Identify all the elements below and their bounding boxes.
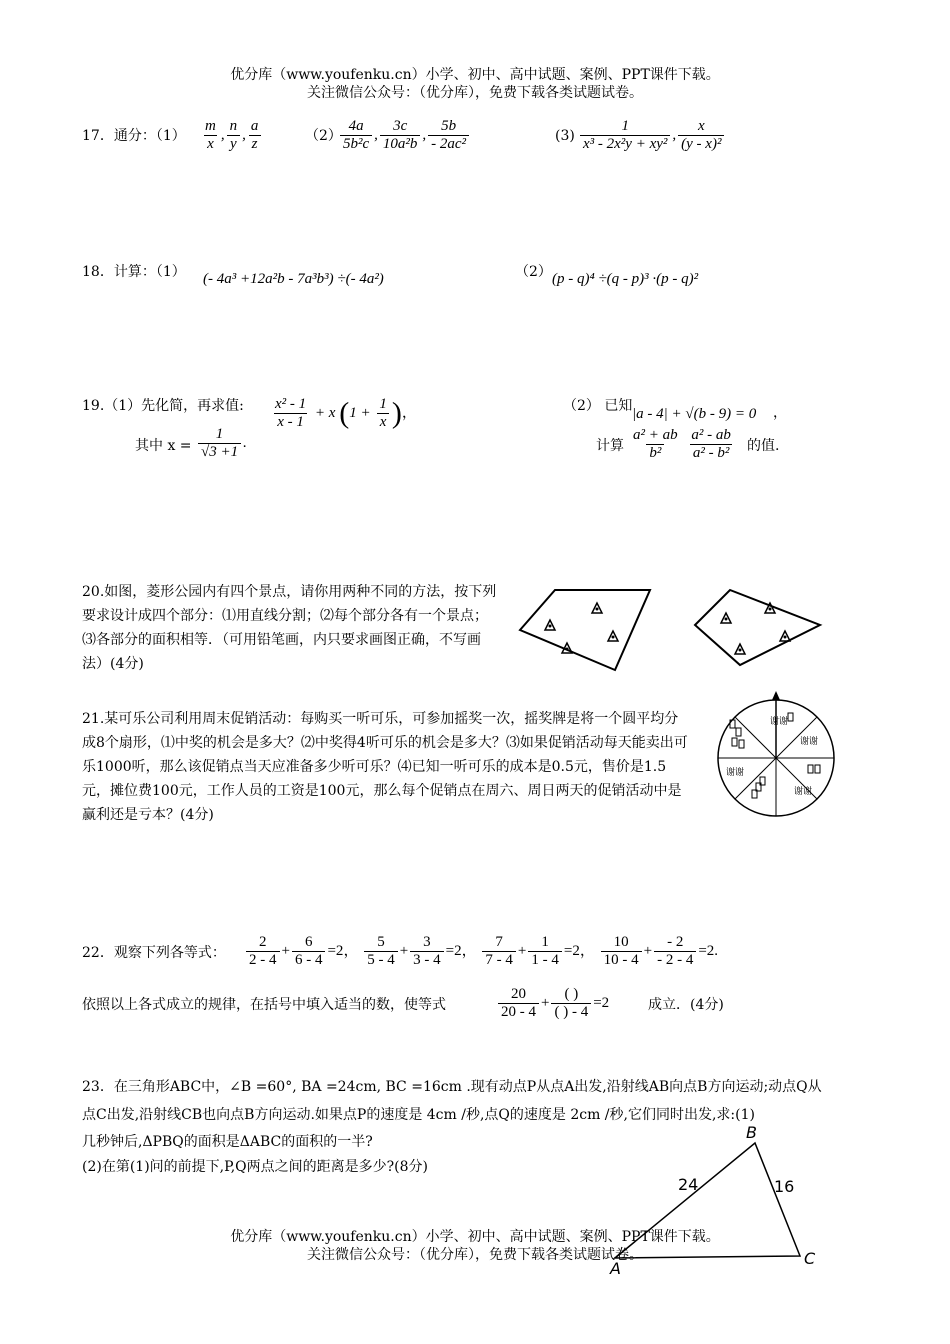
denominator: x³ - 2x²y + xy² <box>580 135 670 153</box>
denominator: - 2 - 4 <box>654 951 696 969</box>
rhombus-outline <box>695 590 820 665</box>
denominator: x <box>204 135 217 153</box>
q20-text: 20.如图，菱形公园内有四个景点，请你用两种不同的方法，按下列要求设计成四个部分：⑴用直线分割；⑵每个部分各有一个景点；⑶各部分的面积相等．（可用铅笔画，内只要求画图正确，不写画法）(4分) <box>82 584 497 672</box>
scenic-spot-icon <box>735 644 745 654</box>
fraction <box>580 118 670 153</box>
header-line-2: 关注微信公众号：（优分库），免费下载各类试题试卷。 <box>307 85 643 101</box>
denominator: a² - b² <box>690 444 733 462</box>
numerator: - 2 <box>667 934 684 950</box>
equals-2: =2 <box>327 942 344 959</box>
fraction <box>248 118 262 153</box>
numerator: 1 <box>379 396 387 412</box>
cola-can-icon <box>788 713 793 721</box>
plus-x: + x <box>314 404 336 421</box>
fraction <box>202 118 219 153</box>
denominator: z <box>249 135 261 153</box>
fraction <box>410 934 444 969</box>
scenic-spot-icon <box>545 620 555 630</box>
denominator: 6 - 4 <box>292 951 326 969</box>
numerator: 5 <box>377 934 385 950</box>
denominator: √3 +1 <box>198 443 241 461</box>
q18-expression-1: (- 4a³ +12a²b - 7a³b³) ÷(- 4a²) <box>203 271 384 287</box>
period: . <box>243 434 247 451</box>
q19-x-value <box>196 426 247 461</box>
scenic-spot-icon <box>608 631 618 641</box>
equals-2: =2 <box>593 994 610 1011</box>
vertex-label-b: B <box>746 1123 757 1142</box>
fraction <box>227 118 241 153</box>
fraction <box>198 426 241 461</box>
q23-line-3: 几秒钟后,ΔPBQ的面积是ΔABC的面积的一半? <box>82 1134 373 1150</box>
denominator: 5b²c <box>340 135 372 153</box>
q23-line-1: 23．在三角形ABC中，∠B =60°, BA =24cm, BC =16cm .现有动点P从点A出发,沿射线AB向点B方向运动;动点Q从 <box>82 1079 822 1095</box>
fraction <box>551 986 591 1021</box>
rhombus-outline <box>520 590 650 670</box>
numerator: m <box>205 118 216 134</box>
fraction <box>292 934 326 969</box>
q17-label: 17．通分：（1） <box>82 128 186 144</box>
q18-label: 18．计算：（1） <box>82 264 186 280</box>
q19-where: 其中 x = <box>135 438 192 454</box>
q22-target-equation: $\frac{20}{20 - 4}$ + $\frac{( )}{( ) - 4}$ =2 <box>496 986 609 1021</box>
numerator: a <box>250 118 259 134</box>
lottery-wheel-figure <box>712 690 840 820</box>
header-line-1: 优分库（www.youfenku.cn）小学、初中、高中试题、案例、PPT课件下载。 <box>230 67 720 83</box>
sector-label: 谢谢 <box>726 768 745 778</box>
fraction <box>376 396 390 431</box>
q19-expression-2 <box>628 427 736 462</box>
paren-close: ) <box>391 396 402 430</box>
denominator: ( ) - 4 <box>551 1003 591 1021</box>
comma: ， <box>401 404 417 421</box>
q19-condition: |a - 4| + √(b - 9) = 0 <box>632 406 757 422</box>
fraction <box>364 934 398 969</box>
fraction <box>678 118 724 153</box>
equals-2: =2 <box>563 942 580 959</box>
fraction <box>498 986 539 1021</box>
q23-line-2: 点C出发,沿射线CB也向点B方向运动.如果点P的速度是 4cm /秒,点Q的速度是 2cm /秒,它们同时出发,求:(1) <box>82 1107 755 1123</box>
numerator: x <box>697 118 705 134</box>
denominator: - 2ac² <box>428 135 469 153</box>
q22-equalities: $\frac{2}{2 - 4}$ + $\frac{6}{6 - 4}$ =2， $\frac{5}{5 - 4}$ + $\frac{3}{3 - 4}$ =2， $\frac{7}{7 - 4}$ + $\frac{1}{1 - 4}$ =2， $\frac{10}{10 - 4}$ + $\frac{- 2}{- 2 - 4}$ =2. <box>244 934 718 969</box>
side-label-ab: 24 <box>678 1175 699 1194</box>
denominator: 5 - 4 <box>364 951 398 969</box>
numerator: ( ) <box>564 986 579 1002</box>
fraction <box>601 934 642 969</box>
paren-open: ( <box>339 396 350 430</box>
denominator: 20 - 4 <box>498 1003 539 1021</box>
fraction <box>340 118 372 153</box>
numerator: n <box>229 118 238 134</box>
q19-value: 的值. <box>747 438 780 454</box>
q17-label-3: (3) <box>555 128 575 144</box>
q17-part2: $\frac{4a}{\text{5b²c}}$ , $\frac{3c}{\text{10a²b}}$ , $\frac{5b}{\text{- 2ac²}}$ <box>338 118 471 153</box>
equals-2: =2 <box>445 942 462 959</box>
denominator: 7 - 4 <box>482 951 516 969</box>
fraction <box>482 934 516 969</box>
fraction <box>246 934 280 969</box>
denominator: x <box>377 413 390 431</box>
rhombus-park-figure-2 <box>690 585 830 675</box>
denominator: 10 - 4 <box>601 951 642 969</box>
numerator: 10 <box>613 934 629 950</box>
q19-label-2: （2） 已知 <box>563 398 633 414</box>
fraction <box>428 118 469 153</box>
pointer-arrow-head <box>772 691 780 700</box>
cola-can-icon <box>808 765 820 773</box>
denominator: 2 - 4 <box>246 951 280 969</box>
sector-label: 谢谢 <box>794 787 813 797</box>
numerator: 7 <box>495 934 503 950</box>
vertex-label-c: C <box>804 1249 816 1268</box>
numerator: a² + ab <box>633 427 678 443</box>
fraction <box>688 427 734 462</box>
rhombus-park-figure-1 <box>515 585 655 675</box>
fraction <box>654 934 696 969</box>
q17-part1: $\frac{m}{x}$ , $\frac{n}{y}$ , $\frac{a}{z}$ <box>200 118 263 153</box>
sector-label: 谢谢 <box>800 737 819 747</box>
fraction <box>630 427 681 462</box>
scenic-spot-icon <box>780 631 790 641</box>
footer-line-2: 关注微信公众号：（优分库），免费下载各类试题试卷。 <box>307 1247 643 1263</box>
q19-comma-2: ， <box>773 405 787 421</box>
numerator: x² - 1 <box>275 396 307 412</box>
denominator: y <box>227 135 240 153</box>
denominator: 1 - 4 <box>528 951 562 969</box>
numerator: 1 <box>215 426 224 442</box>
q18-expression-2: (p - q)⁴ ÷(q - p)³ ·(p - q)² <box>552 271 699 287</box>
q19-label: 19.（1）先化简，再求值: <box>82 398 244 414</box>
equals-2: =2 <box>698 942 715 959</box>
scenic-spot-icon <box>592 603 602 613</box>
numerator: 2 <box>259 934 267 950</box>
q21-text: 21.某可乐公司利用周末促销活动：每购买一听可乐，可参加摇奖一次，摇奖牌是将一个圆平均分成8个扇形，⑴中奖的机会是多大？⑵中奖得4听可乐的机会是多大？⑶如果促销活动每天能卖出可乐1000听，那么该促销点当天应准备多少听可乐？⑷已知一听可乐的成本是0.5元，售价是1.5元，摊位费100元，工作人员的工资是100元，那么每个促销点在周六、周日两天的促销活动中是赢利还是亏本？(4分) <box>82 711 688 823</box>
sector-label: 谢谢 <box>770 717 789 727</box>
vertex-label-a: A <box>610 1259 621 1278</box>
denominator: 3 - 4 <box>410 951 444 969</box>
numerator: 5b <box>441 118 457 134</box>
numerator: 1 <box>621 118 629 134</box>
numerator: 3 <box>423 934 431 950</box>
numerator: 6 <box>304 934 313 950</box>
q19-calc: 计算 <box>596 438 624 454</box>
fraction <box>272 396 309 431</box>
side-label-bc: 16 <box>774 1177 795 1196</box>
denominator: b² <box>646 444 664 462</box>
footer-line-1: 优分库（www.youfenku.cn）小学、初中、高中试题、案例、PPT课件下载。 <box>230 1229 720 1245</box>
numerator: 20 <box>511 986 526 1002</box>
q19-expression <box>270 396 417 431</box>
scenic-spot-icon <box>721 613 731 623</box>
q22-label: 22．观察下列各等式： <box>82 945 226 961</box>
one-plus: 1 + <box>349 404 371 421</box>
fraction <box>380 118 421 153</box>
denominator: (y - x)² <box>678 135 724 153</box>
q18-label-2: （2） <box>515 264 552 280</box>
q17-part3: $\frac{1}{\text{x³ - 2x²y + xy²}}$ , $\frac{x}{\text{(y - x)²}}$ <box>578 118 726 153</box>
q23-line-4: (2)在第(1)问的前提下,P,Q两点之间的距离是多少?(8分) <box>82 1159 428 1175</box>
denominator: 10a²b <box>380 135 421 153</box>
numerator: 4a <box>348 118 364 134</box>
numerator: 3c <box>393 118 408 134</box>
numerator: 1 <box>541 934 549 950</box>
fraction <box>528 934 562 969</box>
numerator: a² - ab <box>691 427 731 443</box>
q17-label-2: （2） <box>305 128 342 144</box>
denominator: x - 1 <box>274 413 307 431</box>
q22-tail: 成立．(4分) <box>648 997 724 1013</box>
q22-instruction: 依照以上各式成立的规律，在括号中填入适当的数，使等式 <box>82 997 446 1013</box>
